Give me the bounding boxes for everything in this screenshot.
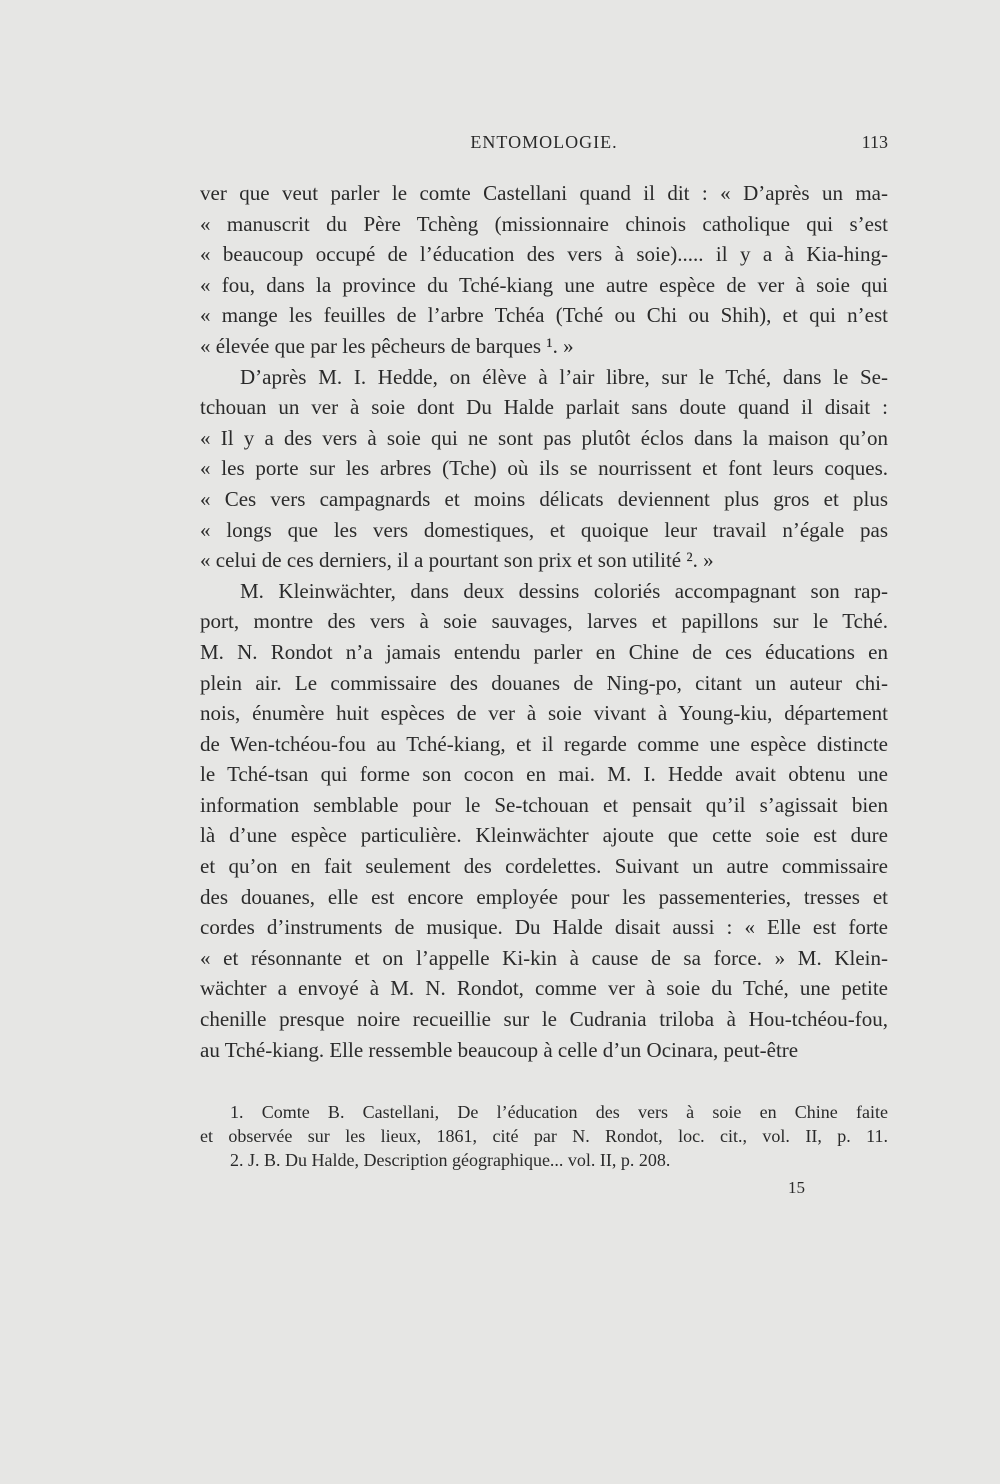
text-line: wächter a envoyé à M. N. Rondot, comme ver à soie du Tché, une petite	[200, 976, 888, 1001]
page-number: 113	[861, 132, 888, 152]
text-line: plein air. Le commissaire des douanes de Ning-po, citant un auteur chi-	[200, 670, 888, 695]
footnote-line: 2. J. B. Du Halde, Description géographique... vol. II, p. 208.	[230, 1150, 671, 1170]
text-line: « beaucoup occupé de l’éducation des vers à soie)..... il y a à Kia-hing-	[200, 242, 888, 267]
text-line: « celui de ces derniers, il a pourtant son prix et son utilité ². »	[200, 548, 714, 573]
text-line: « élevée que par les pêcheurs de barques ¹. »	[200, 333, 574, 358]
text-line: tchouan un ver à soie dont Du Halde parlait sans doute quand il disait :	[200, 395, 888, 420]
text-line: cordes d’instruments de musique. Du Halde disait aussi : « Elle est forte	[200, 915, 888, 940]
text-line: et qu’on en fait seulement des cordelettes. Suivant un autre commissaire	[200, 854, 888, 879]
text-line: « fou, dans la province du Tché-kiang une autre espèce de ver à soie qui	[200, 272, 888, 297]
text-line: « mange les feuilles de l’arbre Tchéa (Tché ou Chi ou Shih), et qui n’est	[200, 303, 888, 328]
footnotes	[200, 1100, 888, 1172]
text-line: au Tché-kiang. Elle ressemble beaucoup à celle d’un Ocinara, peut-être	[200, 1037, 799, 1062]
text-line: information semblable pour le Se-tchouan et pensait qu’il s’agissait bien	[200, 792, 888, 817]
body-text	[200, 178, 888, 1065]
text-line: chenille presque noire recueillie sur le Cudrania triloba à Hou-tchéou-fou,	[200, 1007, 888, 1032]
signature-mark: 15	[788, 1178, 805, 1197]
footnote-line: 1. Comte B. Castellani, De l’éducation des vers à soie en Chine faite	[230, 1102, 888, 1122]
footnote-line: et observée sur les lieux, 1861, cité par N. Rondot, loc. cit., vol. II, p. 11.	[200, 1126, 888, 1146]
text-line: « longs que les vers domestiques, et quoique leur travail n’égale pas	[200, 517, 888, 542]
text-line: M. N. Rondot n’a jamais entendu parler en Chine de ces éducations en	[200, 639, 888, 664]
text-line: « manuscrit du Père Tchèng (missionnaire chinois catholique qui s’est	[200, 211, 888, 236]
running-title: ENTOMOLOGIE.	[470, 132, 618, 152]
text-line: le Tché-tsan qui forme son cocon en mai. M. I. Hedde avait obtenu une	[200, 762, 888, 787]
text-line: M. Kleinwächter, dans deux dessins coloriés accompagnant son rap-	[240, 578, 888, 603]
text-line: « et résonnante et on l’appelle Ki-kin à cause de sa force. » M. Klein-	[200, 945, 888, 970]
text-line: port, montre des vers à soie sauvages, larves et papillons sur le Tché.	[200, 609, 888, 634]
text-line: « Ces vers campagnards et moins délicats deviennent plus gros et plus	[200, 486, 888, 511]
text-line: D’après M. I. Hedde, on élève à l’air libre, sur le Tché, dans le Se-	[240, 364, 888, 389]
text-line: nois, énumère huit espèces de ver à soie vivant à Young-kiu, département	[200, 701, 888, 726]
text-line: de Wen-tchéou-fou au Tché-kiang, et il regarde comme une espèce distincte	[200, 731, 888, 756]
text-line: « Il y a des vers à soie qui ne sont pas plutôt éclos dans la maison qu’on	[200, 425, 888, 450]
text-line: des douanes, elle est encore employée pour les passementeries, tresses et	[200, 884, 888, 909]
text-line: « les porte sur les arbres (Tche) où ils se nourrissent et font leurs coques.	[200, 456, 888, 481]
text-line: là d’une espèce particulière. Kleinwächter ajoute que cette soie est dure	[200, 823, 888, 848]
text-line: ver que veut parler le comte Castellani quand il dit : « D’après un ma-	[200, 181, 888, 205]
page-header	[200, 132, 888, 160]
